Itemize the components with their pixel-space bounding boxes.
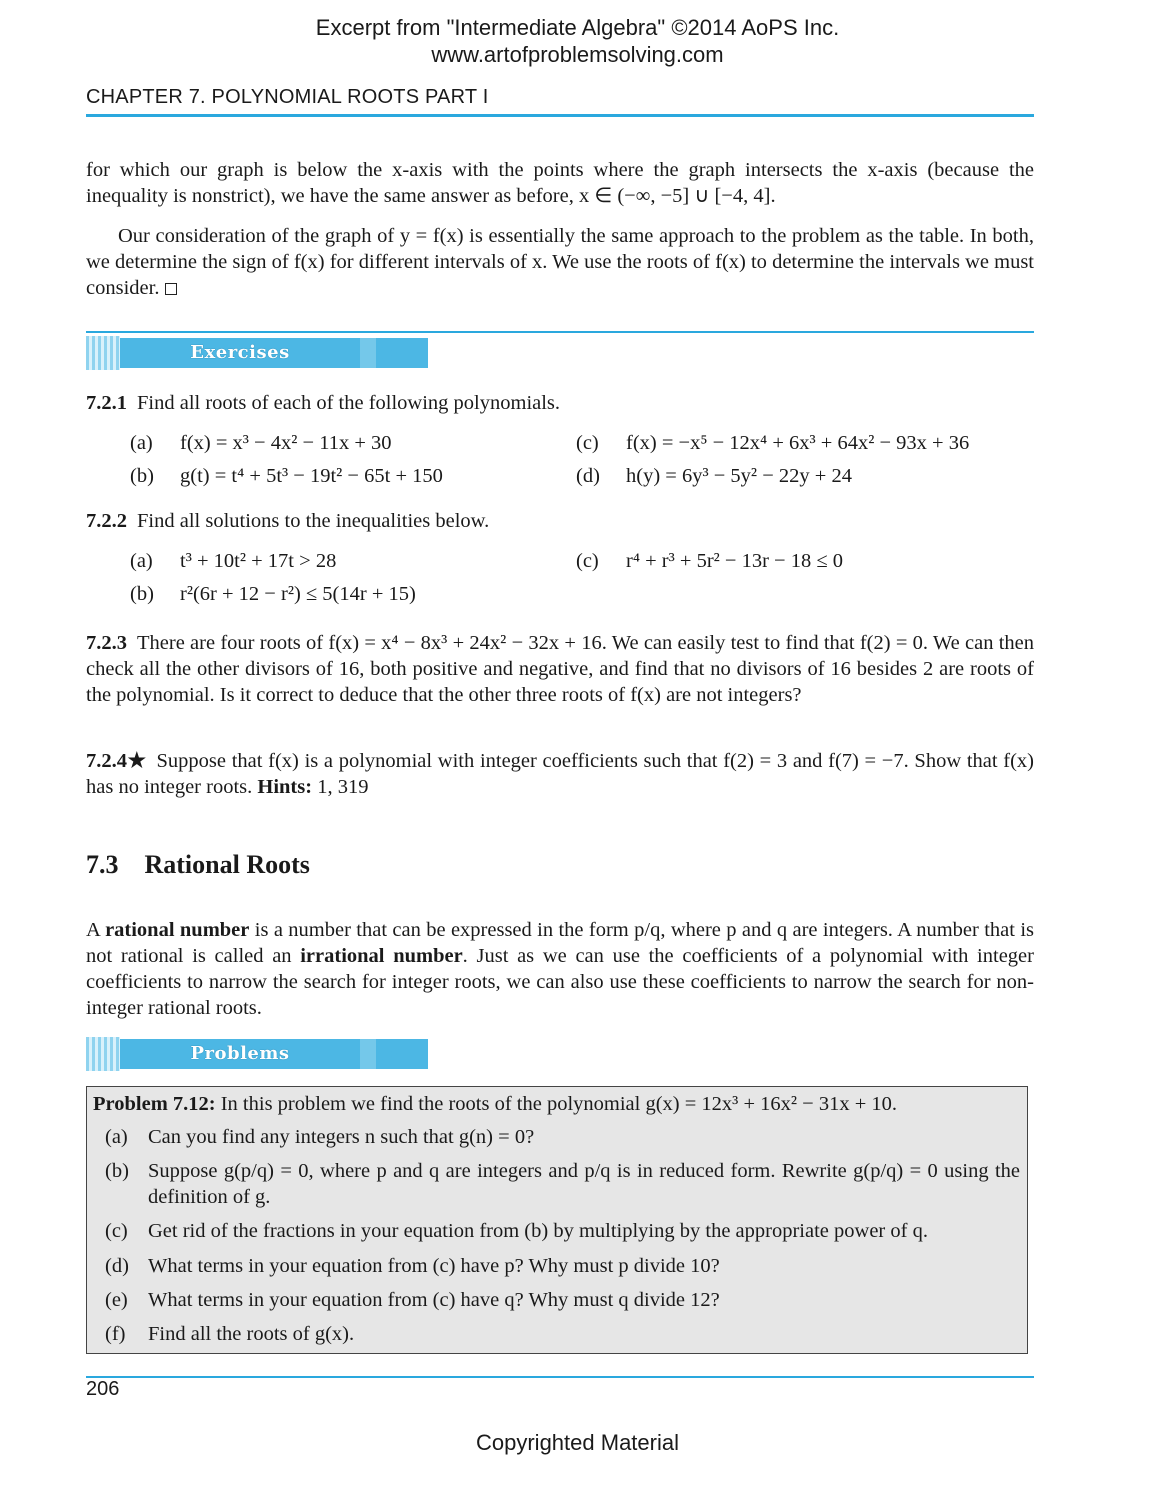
term-irrational-number: irrational number	[300, 945, 463, 967]
exercise-7-2-1-d: (d) h(y) = 6y³ − 5y² − 22y + 24	[576, 465, 852, 487]
problem-part-f: (f) Find all the roots of g(x).	[105, 1323, 355, 1345]
problem-intro: In this problem we find the roots of the polynomial g(x) = 12x³ + 16x² − 31x + 10.	[220, 1093, 898, 1115]
chapter-heading: CHAPTER 7. POLYNOMIAL ROOTS PART I	[86, 86, 489, 108]
exercise-7-2-2	[86, 508, 1034, 534]
exercise-7-2-3	[86, 630, 1034, 708]
problem-part-e: (e) What terms in your equation from (c) have q? Why must q divide 12?	[105, 1289, 720, 1311]
pencil-tip-icon	[376, 1046, 398, 1062]
exercise-text: Find all roots of each of the following polynomials.	[137, 392, 561, 414]
hints-link[interactable]: 1, 319	[317, 776, 369, 798]
problem-title: Problem 7.12:	[93, 1093, 216, 1115]
excerpt-url: www.artofproblemsolving.com	[431, 42, 724, 67]
intro-paragraph-2	[86, 223, 1034, 301]
intro-text-2: Our consideration of the graph of y = f(x) is essentially the same approach to the problem as the table. In both, we determine the sign of f(x) for different intervals of x. We use the roots of f(x) to determine the intervals we must consider.	[86, 225, 1034, 299]
exercise-number: 7.2.2	[86, 510, 127, 532]
exercise-number: 7.2.3	[86, 632, 127, 654]
exercise-7-2-1-c: (c) f(x) = −x⁵ − 12x⁴ + 6x³ + 64x² − 93x + 36	[576, 432, 970, 454]
pencil-stripes-icon	[86, 1037, 120, 1071]
qed-square-icon	[165, 283, 177, 295]
exercise-text: There are four roots of f(x) = x⁴ − 8x³ + 24x² − 32x + 16. We can easily test to find that f(2) = 0. We can then check all the other divisors of 16, both positive and negative, and find that no divisors of 16 besides 2 are roots of the polynomial. Is it correct to deduce that the other three roots of f(x) are not integers?	[86, 632, 1034, 706]
problem-box	[86, 1086, 1028, 1354]
problem-part-d: (d) What terms in your equation from (c) have p? Why must p divide 10?	[105, 1255, 720, 1277]
section-intro-paragraph: A rational number is a number that can be expressed in the form p/q, where p and q are integers. A number that is not rational is called an irrational number. Just as we can use the coefficients of a polynomial with integer coefficients to narrow the search for integer roots, we can also use these coefficients to narrow the search for non-integer rational roots.	[86, 919, 1034, 1019]
problems-banner	[86, 1037, 396, 1071]
problem-part-b: (b) Suppose g(p/q) = 0, where p and q are integers and p/q is in reduced form. Rewrite g(p/q) = 0 using the definition of g.	[105, 1160, 1020, 1208]
problem-part-a: (a) Can you find any integers n such that g(n) = 0?	[105, 1126, 535, 1148]
exercise-7-2-1	[86, 390, 1034, 416]
exercise-7-2-2-b: (b) r²(6r + 12 − r²) ≤ 5(14r + 15)	[130, 583, 416, 605]
exercises-rule	[86, 331, 1034, 333]
footer-rule	[86, 1376, 1034, 1378]
problem-part-c: (c) Get rid of the fractions in your equation from (b) by multiplying by the appropriate power of q.	[105, 1220, 928, 1242]
section-number: 7.3	[86, 850, 119, 879]
exercises-banner-label: Exercises	[190, 342, 290, 363]
problems-banner-label: Problems	[190, 1043, 290, 1064]
page-number: 206	[86, 1378, 120, 1400]
exercise-number: 7.2.4★	[86, 750, 147, 772]
section-title: Rational Roots	[144, 850, 310, 879]
exercise-7-2-2-a: (a) t³ + 10t² + 17t > 28	[130, 550, 337, 572]
exercise-7-2-1-b: (b) g(t) = t⁴ + 5t³ − 19t² − 65t + 150	[130, 465, 443, 487]
excerpt-title: Excerpt from "Intermediate Algebra" ©2014 AoPS Inc.	[315, 15, 840, 40]
exercises-banner	[86, 336, 396, 370]
problem-header	[93, 1091, 897, 1117]
intro-text-1: for which our graph is below the x-axis with the points where the graph intersects the x-axis (because the inequality is nonstrict), we have the same answer as before, x ∈ (−∞, −5] ∪ [−4, 4].	[86, 159, 1034, 207]
hints-label: Hints:	[257, 776, 313, 798]
section-heading	[86, 850, 310, 880]
exercise-7-2-2-c: (c) r⁴ + r³ + 5r² − 13r − 18 ≤ 0	[576, 550, 843, 572]
exercise-text: Suppose that f(x) is a polynomial with integer coefficients such that f(2) = 3 and f(7) = −7. Show that f(x) has no integer roots.	[86, 750, 1034, 798]
intro-paragraph-1	[86, 157, 1034, 209]
exercise-7-2-4	[86, 748, 1034, 800]
header-rule	[86, 114, 1034, 117]
exercise-7-2-1-a: (a) f(x) = x³ − 4x² − 11x + 30	[130, 432, 392, 454]
term-rational-number: rational number	[105, 919, 250, 941]
pencil-tip-icon	[376, 345, 398, 361]
excerpt-notice	[0, 14, 1155, 68]
pencil-stripes-icon	[86, 336, 120, 370]
copyright-notice: Copyrighted Material	[476, 1430, 679, 1455]
exercise-text: Find all solutions to the inequalities below.	[137, 510, 490, 532]
exercise-number: 7.2.1	[86, 392, 127, 414]
